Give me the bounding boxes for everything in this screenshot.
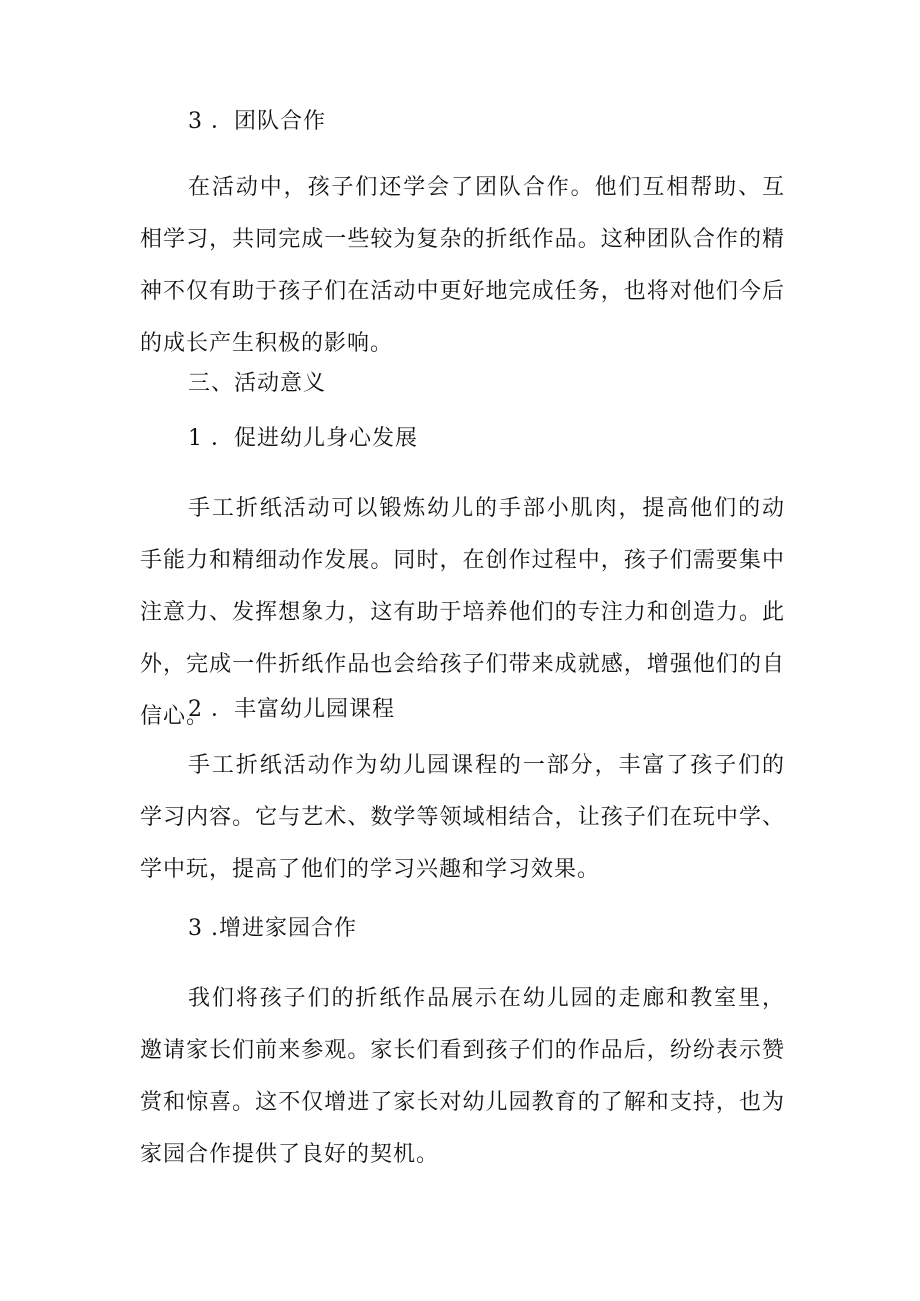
paragraph-team-cooperation: 在活动中，孩子们还学会了团队合作。他们互相帮助、互相学习，共同完成一些较为复杂的折纸作品。这种团队合作的精神不仅有助于孩子们在活动中更好地完成任务，也将对他们今后的成长产生积极的影响。 bbox=[140, 175, 785, 356]
heading-promote-development: 1 ．促进幼儿身心发展 bbox=[188, 426, 418, 451]
paragraph-home-school-cooperation: 我们将孩子们的折纸作品展示在幼儿园的走廊和教室里，邀请家长们前来参观。家长们看到孩子们的作品后，纷纷表示赞赏和惊喜。这不仅增进了家长对幼儿园教育的了解和支持，也为家园合作提供了良好的契机。 bbox=[140, 986, 785, 1167]
heading-home-school-cooperation: 3 .增进家园合作 bbox=[188, 916, 357, 941]
heading-enrich-curriculum: 2 ．丰富幼儿园课程 bbox=[188, 697, 395, 722]
paragraph-promote-development: 手工折纸活动可以锻炼幼儿的手部小肌肉，提高他们的动手能力和精细动作发展。同时，在创作过程中，孩子们需要集中注意力、发挥想象力，这有助于培养他们的专注力和创造力。此外，完成一件折纸作品也会给孩子们带来成就感，增强他们的自信心。 bbox=[140, 496, 785, 729]
heading-activity-meaning: 三、活动意义 bbox=[188, 371, 327, 396]
heading-team-cooperation: 3 ．团队合作 bbox=[188, 109, 326, 134]
paragraph-enrich-curriculum: 手工折纸活动作为幼儿园课程的一部分，丰富了孩子们的学习内容。它与艺术、数学等领域相结合，让孩子们在玩中学、学中玩，提高了他们的学习兴趣和学习效果。 bbox=[140, 753, 785, 882]
